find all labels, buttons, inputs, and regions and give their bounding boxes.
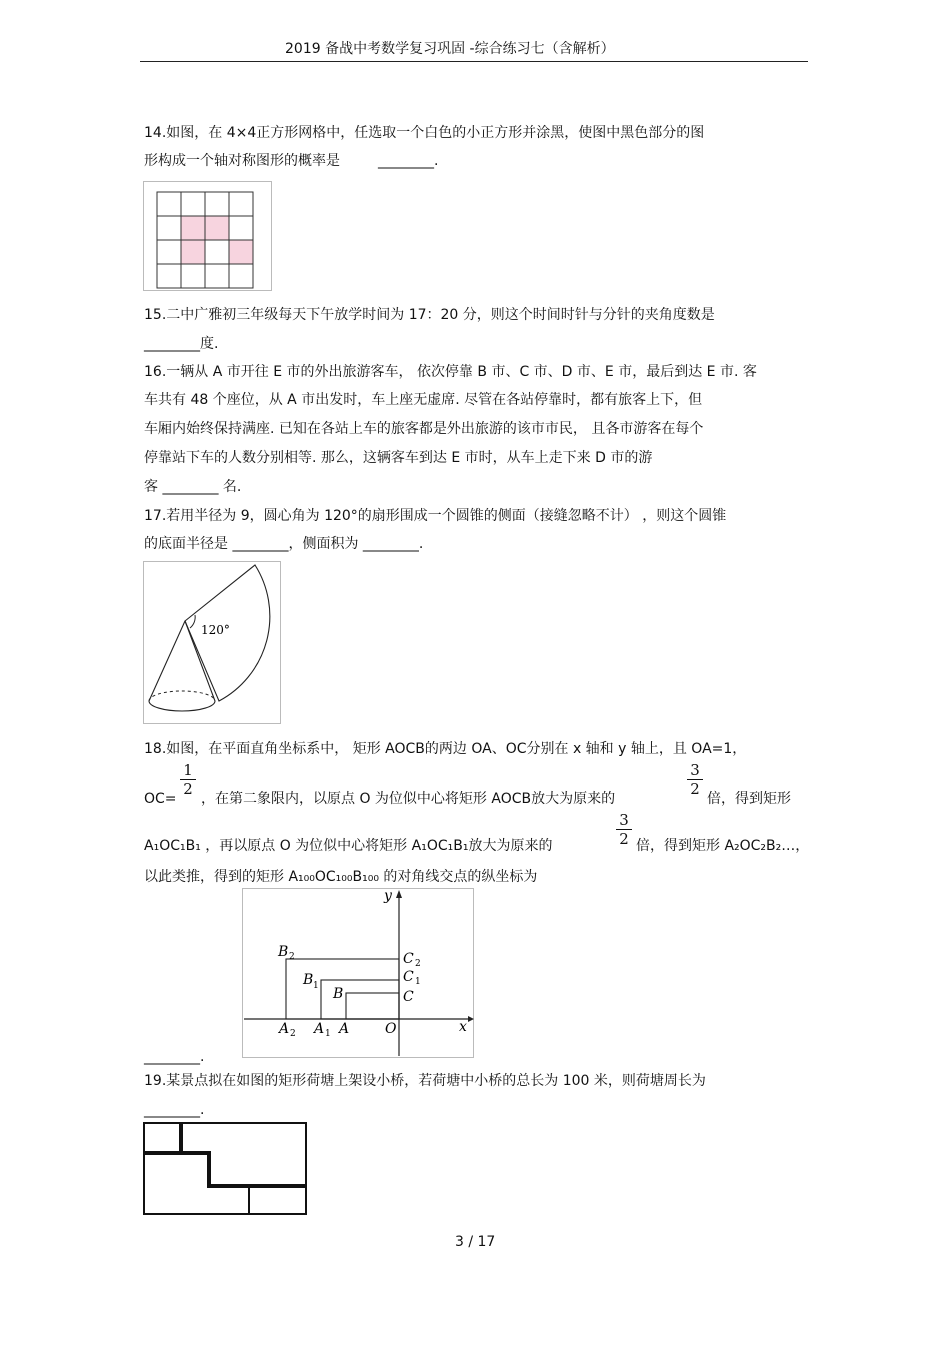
grid-cell-0-1 xyxy=(181,192,205,216)
grid-cell-0-0 xyxy=(157,192,181,216)
q16-line3: 车厢内始终保持满座. 已知在各站上车的旅客都是外出旅游的该市市民， 且各市游客在每个 xyxy=(144,421,704,437)
grid-cell-1-3 xyxy=(229,216,253,240)
q18-blank: ________. xyxy=(144,1049,205,1065)
q17-figure-frame xyxy=(144,562,281,724)
grid-cell-1-0 xyxy=(157,216,181,240)
frac-half-num: 1 xyxy=(180,762,196,780)
q19-pond-figure xyxy=(142,1121,308,1217)
grid-cell-3-3 xyxy=(229,264,253,288)
label-C2: C xyxy=(403,951,414,967)
bridge-segment-1 xyxy=(144,1123,181,1153)
q14-grid-svg xyxy=(143,181,272,291)
q18-line3b: 倍，得到矩形 A₂OC₂B₂…， xyxy=(636,838,810,854)
q19-line1: 19.某景点拟在如图的矩形荷塘上架设小桥，若荷塘中小桥的总长为 100 米，则荷塘周长为 xyxy=(144,1073,706,1089)
cone-base-front xyxy=(149,701,215,711)
angle-label: 120° xyxy=(201,623,230,637)
q14-grid-figure xyxy=(143,181,272,291)
grid-cell-3-2 xyxy=(205,264,229,288)
page-number: 3 / 17 xyxy=(455,1234,496,1250)
grid-cell-2-1 xyxy=(181,240,205,264)
grid-cell-1-2 xyxy=(205,216,229,240)
q16-line4: 停靠站下车的人数分别相等. 那么，这辆客车到达 E 市时，从车上走下来 D 市的游 xyxy=(144,450,653,466)
q16-line2: 车共有 48 个座位，从 A 市出发时，车上座无虚席. 尽管在各站停靠时，都有旅客上下，但 xyxy=(144,392,703,408)
page-header-title: 2019 备战中考数学复习巩固 -综合练习七（含解析） xyxy=(285,41,615,57)
frac-3h1-den: 2 xyxy=(690,780,700,798)
grid-cell-3-1 xyxy=(181,264,205,288)
y-axis-label: y xyxy=(384,888,392,904)
q18-coordinate-svg xyxy=(242,888,474,1058)
label-A: A xyxy=(339,1021,350,1037)
q14-line2: 形构成一个轴对称图形的概率是 xyxy=(144,153,340,169)
grid-cell-2-0 xyxy=(157,240,181,264)
label-A2-sub: 2 xyxy=(290,1029,296,1039)
grid-cell-0-2 xyxy=(205,192,229,216)
q18-line4: 以此类推，得到的矩形 A₁₀₀OC₁₀₀B₁₀₀ 的对角线交点的纵坐标为 xyxy=(144,869,538,885)
grid-cell-2-3 xyxy=(229,240,253,264)
q18-oc-prefix: OC= xyxy=(144,791,177,807)
q16-line1: 16.一辆从 A 市开往 E 市的外出旅游客车， 依次停靠 B 市、C 市、D 市、E 市，最后到达 E 市. 客 xyxy=(144,364,757,380)
label-A1-sub: 1 xyxy=(325,1029,331,1039)
fraction-three-halves-2 xyxy=(616,812,632,847)
q17-line1: 17.若用半径为 9，圆心角为 120°的扇形围成一个圆锥的侧面（接缝忽略不计） ，则这个圆锥 xyxy=(144,508,727,524)
q17-line2: 的底面半径是 ________，侧面积为 ________. xyxy=(144,536,424,552)
origin-label: O xyxy=(385,1021,397,1037)
frac-3h2-den: 2 xyxy=(619,830,629,848)
cone-base-back xyxy=(149,691,215,701)
pond-outline xyxy=(144,1123,306,1214)
fraction-three-halves-1 xyxy=(687,762,703,797)
grid-cell-1-1 xyxy=(181,216,205,240)
q18-line2-end: 倍，得到矩形 xyxy=(707,791,791,807)
label-A2: A xyxy=(279,1021,290,1037)
rect-AOCB xyxy=(346,993,399,1019)
label-C1: C xyxy=(403,969,414,985)
bridge-segment-2 xyxy=(181,1153,306,1186)
q15-line1: 15.二中广雅初三年级每天下午放学时间为 17：20 分，则这个时间时针与分针的夹角度数是 xyxy=(144,307,715,323)
grid-cell-2-2 xyxy=(205,240,229,264)
cone-left-edge xyxy=(149,621,185,701)
q18-line2: ，在第二象限内，以原点 O 为位似中心将矩形 AOCB放大为原来的 xyxy=(201,791,616,807)
frac-half-den: 2 xyxy=(183,780,193,798)
x-axis-label: x xyxy=(459,1019,467,1035)
y-axis-arrow xyxy=(396,890,402,898)
frac-3h2-num: 3 xyxy=(616,812,632,830)
q17-cone-figure xyxy=(143,561,281,724)
label-C2-sub: 2 xyxy=(415,959,421,969)
q18-line3a: A₁OC₁B₁ ，再以原点 O 为位似中心将矩形 A₁OC₁B₁放大为原来的 xyxy=(144,838,553,854)
q14-line1: 14.如图，在 4×4正方形网格中，任选取一个白色的小正方形并涂黑，使图中黑色部分的图 xyxy=(144,125,705,141)
label-B2: B xyxy=(278,944,289,960)
label-A1: A xyxy=(314,1021,325,1037)
q19-line2: ________. xyxy=(144,1102,205,1118)
q14-blank: ________. xyxy=(378,153,439,169)
label-B: B xyxy=(333,986,344,1002)
label-C: C xyxy=(403,989,414,1005)
q16-line5: 客 ________ 名. xyxy=(144,479,242,495)
label-B2-sub: 2 xyxy=(289,952,295,962)
label-C1-sub: 1 xyxy=(415,977,421,987)
q18-line1: 18.如图，在平面直角坐标系中， 矩形 AOCB的两边 OA、OC分别在 x 轴和 y 轴上，且 OA=1， xyxy=(144,741,747,757)
q18-coordinate-figure xyxy=(242,888,474,1058)
fraction-one-half xyxy=(180,762,196,797)
q18-figure-frame xyxy=(243,889,474,1058)
frac-3h1-num: 3 xyxy=(687,762,703,780)
grid-cell-0-3 xyxy=(229,192,253,216)
header-rule xyxy=(140,61,808,62)
label-B1: B xyxy=(303,972,314,988)
q19-pond-svg xyxy=(142,1121,308,1217)
label-B1-sub: 1 xyxy=(313,981,319,991)
q17-cone-svg xyxy=(143,561,281,724)
grid-cell-3-0 xyxy=(157,264,181,288)
q15-line2: ________度. xyxy=(144,336,219,352)
